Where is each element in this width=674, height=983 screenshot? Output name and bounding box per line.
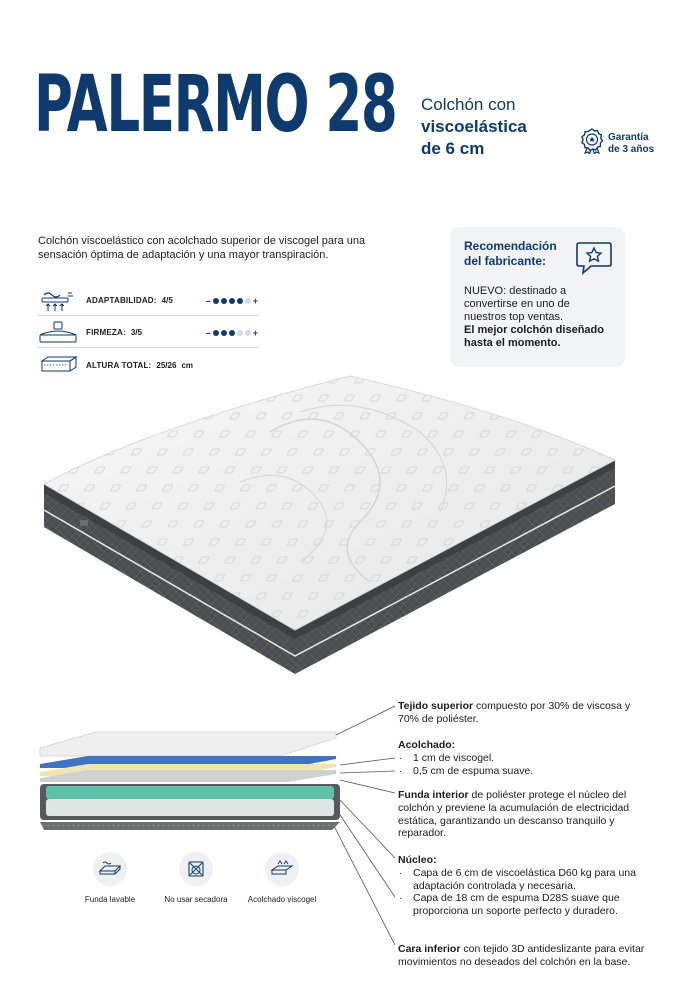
padding-title: Acolchado: [398, 739, 456, 751]
feature-washable [76, 852, 144, 904]
star-chat-icon [575, 240, 613, 281]
guarantee-line-2: de 3 años [608, 143, 655, 155]
scale-dot [237, 298, 243, 304]
washable-cover-icon [93, 852, 127, 886]
recommendation-text: NUEVO: destinado a convertirse en uno de nuestros top ventas. [464, 285, 570, 323]
scale-dot [221, 298, 227, 304]
guarantee-badge [580, 128, 654, 159]
mattress-image [40, 372, 620, 682]
subtitle-line-1: Colchón con [421, 95, 516, 114]
desc-top-fabric [398, 700, 648, 726]
scale-dot [229, 298, 235, 304]
height-label: ALTURA TOTAL: [86, 360, 152, 370]
scale-dot [221, 330, 227, 336]
bottom-title: Cara inferior [398, 943, 461, 955]
intro-text: Colchón viscoelástico con acolchado superior de viscogel para una sensación óptima de adaptación y una mayor transpiración. [38, 235, 366, 261]
viscogel-quilting-icon [265, 852, 299, 886]
desc-bottom [398, 943, 648, 969]
scale-minus: – [205, 327, 211, 338]
subtitle-line-2: viscoelástica [421, 117, 527, 136]
padding-item: · 1 cm de viscogel. [398, 752, 648, 765]
adaptability-label: ADAPTABILIDAD: [86, 296, 157, 305]
subtitle-line-3: de 6 cm [421, 139, 485, 158]
adaptability-icon [38, 289, 78, 313]
desc-padding [398, 739, 648, 777]
inner-cover-title: Funda interior [398, 789, 469, 801]
top-fabric-title: Tejido superior [398, 700, 474, 712]
top-fabric-text: compuesto por 30% de viscosa y 70% de poliéster. [398, 700, 631, 725]
scale-plus: + [252, 327, 258, 338]
core-title: Núcleo: [398, 854, 437, 866]
bottom-text: con tejido 3D antideslizante para evitar movimientos no deseados del colchón en la base. [398, 943, 645, 968]
recommendation-box [450, 227, 625, 367]
no-dryer-icon [179, 852, 213, 886]
inner-cover-text: de poliéster protege el núcleo del colchón y previene la acumulación de electricidad estática, garantizando un descanso tranquilo y reparador. [398, 789, 630, 840]
feature-label: Acolchado viscogel [247, 895, 317, 904]
scale-dot [213, 330, 219, 336]
desc-core [398, 854, 648, 918]
recommendation-title: Recomendación del fabricante: [464, 239, 557, 268]
scale-dot [237, 330, 243, 336]
guarantee-line-1: Garantía [608, 131, 649, 143]
product-title: PALERMO 28 [34, 60, 397, 150]
scale-minus: – [205, 295, 211, 306]
feature-viscogel [248, 852, 316, 904]
feature-icons [76, 852, 316, 904]
feature-label: No usar secadora [164, 895, 228, 904]
feature-no-dryer [162, 852, 230, 904]
scale-plus: + [252, 295, 258, 306]
product-subtitle [421, 94, 527, 160]
core-item: · Capa de 6 cm de viscoelástica D60 kg para una adaptación controlada y necesaria. [398, 867, 648, 893]
desc-inner-cover [398, 789, 648, 840]
award-badge-icon [580, 128, 604, 159]
height-value: 25/26 [156, 360, 177, 370]
height-unit: cm [181, 360, 193, 370]
scale-dot [245, 330, 251, 336]
firmness-icon [38, 321, 78, 345]
adaptability-value: 4/5 [161, 296, 173, 305]
scale-dot [245, 298, 251, 304]
scale-dot [213, 298, 219, 304]
feature-label: Funda lavable [84, 895, 136, 904]
firmness-label: FIRMEZA: [86, 328, 126, 337]
spec-adaptability [38, 286, 258, 316]
scale-dot [229, 330, 235, 336]
layers-diagram [36, 728, 346, 838]
core-item: · Capa de 18 cm de espuma D28S suave que proporciona un soporte perfecto y duradero. [398, 892, 648, 918]
padding-item: · 0,5 cm de espuma suave. [398, 765, 648, 778]
spec-firmness [38, 318, 258, 348]
adaptability-scale [206, 296, 258, 306]
recommendation-highlight: El mejor colchón diseñado hasta el momento. [464, 324, 604, 349]
firmness-scale [206, 328, 258, 338]
firmness-value: 3/5 [130, 328, 142, 337]
